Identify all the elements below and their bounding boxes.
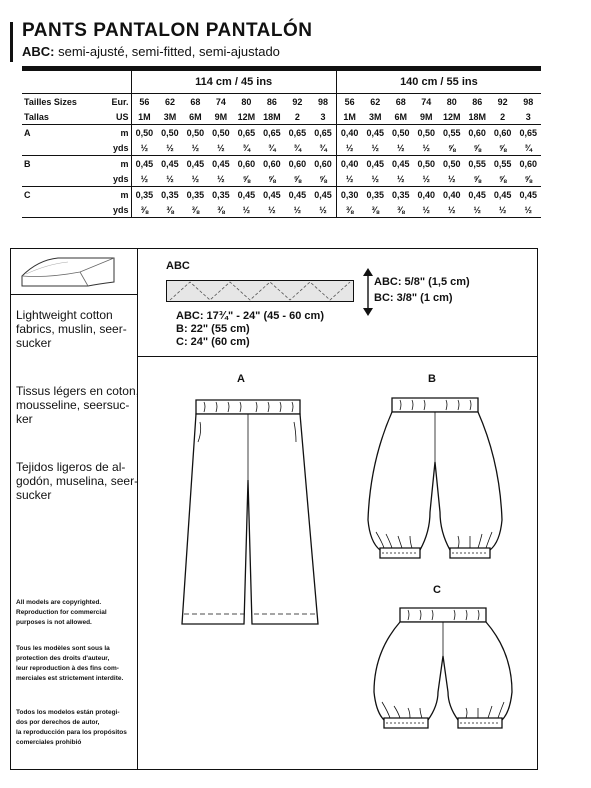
view-label-blank: [22, 171, 106, 187]
eur-size: 80: [446, 96, 457, 107]
meters-value: 0,35: [157, 187, 182, 203]
us-size: 1M: [336, 109, 362, 125]
meters-value: 0,35: [388, 187, 413, 203]
meters-value: 0,45: [157, 156, 182, 172]
view-b-pants-drawing: [362, 392, 508, 564]
meters-value: 0,50: [131, 125, 157, 141]
meters-value: 0,60: [234, 156, 259, 172]
elastic-width-arrow-icon: [362, 266, 374, 318]
elastic-width-bc: BC: 3/8" (1 cm): [374, 292, 453, 304]
us-size: 18M: [263, 111, 281, 122]
yards-value: ⅜: [388, 202, 413, 218]
meters-value: 0,65: [285, 125, 310, 141]
view-label: B: [22, 156, 106, 172]
yards-value: ½: [413, 202, 438, 218]
copyright-french: Tous les modèles sont sous la protection des droits d'auteur, leur reproduction à des fins com- merciales est strictement interdite.: [16, 645, 124, 682]
yards-value: ⅝: [498, 173, 507, 184]
yards-value: ½: [191, 173, 200, 184]
yards-value: ⅜: [363, 202, 388, 218]
yards-value: ⅜: [208, 202, 233, 218]
eur-size: 92: [292, 96, 303, 107]
yards-value: ⅝: [524, 173, 532, 184]
meters-value: 0,60: [285, 156, 310, 172]
yards-value: ⅝: [473, 173, 481, 184]
yards-value: ½: [285, 202, 310, 218]
table-corner-unit: [106, 69, 131, 94]
meters-value: 0,45: [183, 156, 208, 172]
eur-size: 68: [190, 96, 201, 107]
yards-value: ⅝: [473, 142, 481, 153]
us-label: US: [106, 109, 131, 125]
fit-text: semi-ajusté, semi-fitted, semi-ajustado: [54, 44, 280, 59]
yards-value: ⅜: [131, 202, 157, 218]
yardage-table: [22, 66, 541, 218]
elastic-strip-diagram: [166, 280, 354, 302]
elastic-label: ABC: [166, 260, 190, 272]
yards-value: ¾: [293, 142, 302, 153]
yards-value: ⅝: [498, 142, 507, 153]
eur-size: 80: [241, 96, 252, 107]
meters-label: m: [106, 156, 131, 172]
view-a-label: A: [237, 373, 245, 385]
size-label: Tailles Sizes: [24, 96, 77, 107]
yards-value: ½: [371, 142, 380, 153]
view-label-blank: [22, 140, 106, 156]
yards-value: ⅝: [268, 173, 276, 184]
fabric-french: Tissus légers en coton, mousseline, seersuc- ker: [16, 384, 139, 426]
meters-label: m: [106, 125, 131, 141]
meters-value: 0,65: [259, 125, 284, 141]
meters-value: 0,50: [157, 125, 182, 141]
yards-value: ½: [439, 202, 464, 218]
fabric-english: Lightweight cotton fabrics, muslin, seer- sucker: [16, 308, 127, 350]
view-label: C: [22, 187, 106, 203]
yards-value: ⅜: [157, 202, 182, 218]
meters-value: 0,50: [388, 125, 413, 141]
meters-value: 0,35: [363, 187, 388, 203]
meters-value: 0,45: [490, 187, 515, 203]
eur-size: 68: [395, 96, 406, 107]
yards-value: ½: [310, 202, 336, 218]
yards-value: ½: [217, 142, 225, 153]
meters-value: 0,60: [310, 156, 336, 172]
us-size: 3: [320, 111, 326, 122]
eur-size: 74: [421, 96, 432, 107]
us-size: 9M: [214, 111, 228, 122]
view-c-pants-drawing: [370, 602, 516, 736]
eur-label: Eur.: [106, 94, 131, 110]
yards-value: ½: [464, 202, 489, 218]
meters-value: 0,45: [363, 125, 388, 141]
meters-value: 0,40: [336, 125, 362, 141]
meters-value: 0,45: [388, 156, 413, 172]
meters-value: 0,45: [310, 187, 336, 203]
width-header-114: 114 cm / 45 ins: [131, 69, 336, 94]
yards-value: ½: [234, 202, 259, 218]
us-size: 12M: [442, 111, 461, 122]
meters-value: 0,65: [310, 125, 336, 141]
meters-value: 0,50: [413, 125, 438, 141]
eur-size: 86: [472, 96, 483, 107]
meters-value: 0,55: [439, 125, 464, 141]
meters-value: 0,45: [259, 187, 284, 203]
meters-value: 0,45: [515, 187, 541, 203]
elastic-lengths: ABC: 17¾" - 24" (45 - 60 cm) B: 22" (55 cm) C: 24" (60 cm): [176, 310, 324, 348]
us-size: 6M: [394, 111, 407, 122]
view-b-label: B: [428, 373, 436, 385]
us-size: 6M: [189, 111, 202, 122]
yards-label: yds: [106, 202, 131, 218]
yards-label: yds: [106, 140, 131, 156]
yards-value: ½: [259, 202, 284, 218]
panel-divider: [137, 248, 138, 770]
meters-value: 0,45: [234, 187, 259, 203]
yards-value: ½: [336, 140, 362, 156]
meters-value: 0,30: [336, 187, 362, 203]
meters-value: 0,40: [336, 156, 362, 172]
fit-description: [22, 44, 280, 59]
view-label-blank: [22, 202, 106, 218]
size-label-es: Tallas: [24, 111, 49, 122]
table-corner: [22, 69, 106, 94]
meters-value: 0,65: [234, 125, 259, 141]
width-header-140: 140 cm / 55 ins: [336, 69, 541, 94]
meters-value: 0,50: [413, 156, 438, 172]
yards-value: ⅝: [447, 142, 456, 153]
yards-value: ½: [515, 202, 541, 218]
eur-size: 62: [164, 96, 175, 107]
copyright-spanish: Todos los modelos están protegi- dos por derechos de autor, la reproducción para los propósitos comerciales prohibió: [16, 709, 127, 746]
meters-value: 0,50: [183, 125, 208, 141]
yards-value: ½: [447, 173, 456, 184]
yards-value: ¾: [524, 142, 532, 153]
eur-size: 62: [370, 96, 381, 107]
copyright-english: All models are copyrighted. Reproduction for commercial purposes is not allowed.: [16, 599, 107, 626]
meters-value: 0,50: [208, 125, 233, 141]
us-size: 2: [294, 111, 300, 122]
meters-value: 0,60: [259, 156, 284, 172]
yards-value: ¾: [242, 142, 251, 153]
yards-value: ½: [396, 142, 405, 153]
meters-value: 0,60: [490, 125, 515, 141]
us-size: 1M: [138, 111, 151, 122]
meters-value: 0,45: [363, 156, 388, 172]
eur-size: 98: [523, 96, 534, 107]
eur-size: 56: [336, 94, 362, 110]
us-size: 12M: [237, 111, 256, 122]
yards-value: ½: [166, 173, 174, 184]
eur-size: 92: [497, 96, 508, 107]
elastic-width-abc: ABC: 5/8" (1,5 cm): [374, 276, 470, 288]
meters-value: 0,45: [285, 187, 310, 203]
yards-value: ⅜: [336, 202, 362, 218]
meters-value: 0,35: [208, 187, 233, 203]
meters-value: 0,45: [131, 156, 157, 172]
yards-value: ¾: [268, 142, 276, 153]
yards-value: ½: [336, 171, 362, 187]
yards-value: ½: [490, 202, 515, 218]
meters-value: 0,35: [183, 187, 208, 203]
title-accent-bar: [10, 22, 13, 62]
yards-value: ¾: [319, 142, 327, 153]
elastic-divider: [137, 356, 538, 357]
page-title: PANTS PANTALON PANTALÓN: [22, 20, 313, 41]
fit-code: ABC:: [22, 44, 55, 59]
yards-value: ⅝: [242, 173, 251, 184]
view-c-label: C: [433, 584, 441, 596]
eur-size: 56: [139, 96, 150, 107]
view-a-pants-drawing: [160, 392, 336, 632]
us-size: 2: [500, 111, 506, 122]
meters-value: 0,65: [515, 125, 541, 141]
meters-value: 0,60: [515, 156, 541, 172]
yards-value: ½: [371, 173, 380, 184]
yards-value: ½: [422, 173, 430, 184]
yards-value: ½: [140, 142, 149, 153]
yards-label: yds: [106, 171, 131, 187]
yards-value: ⅝: [319, 173, 327, 184]
eur-size: 74: [215, 96, 226, 107]
yards-value: ½: [422, 142, 430, 153]
meters-label: m: [106, 187, 131, 203]
meters-value: 0,55: [490, 156, 515, 172]
eur-size: 98: [317, 96, 328, 107]
swatch-divider: [10, 294, 138, 295]
meters-value: 0,45: [464, 187, 489, 203]
yards-value: ½: [140, 173, 149, 184]
us-size: 3M: [369, 111, 382, 122]
meters-value: 0,40: [439, 187, 464, 203]
view-label: A: [22, 125, 106, 141]
meters-value: 0,40: [413, 187, 438, 203]
meters-value: 0,60: [464, 125, 489, 141]
yards-value: ½: [396, 173, 405, 184]
meters-value: 0,35: [131, 187, 157, 203]
meters-value: 0,55: [464, 156, 489, 172]
fabric-spanish: Tejidos ligeros de al- godón, muselina, seer- sucker: [16, 460, 139, 502]
eur-size: 86: [266, 96, 277, 107]
yards-value: ⅝: [293, 173, 302, 184]
yards-value: ½: [191, 142, 200, 153]
meters-value: 0,45: [208, 156, 233, 172]
us-size: 18M: [468, 111, 486, 122]
yards-value: ⅜: [183, 202, 208, 218]
us-size: 3: [525, 111, 531, 122]
meters-value: 0,50: [439, 156, 464, 172]
fabric-swatch-icon: [18, 254, 118, 290]
yards-value: ½: [166, 142, 174, 153]
us-size: 9M: [419, 111, 433, 122]
yards-value: ½: [217, 173, 225, 184]
us-size: 3M: [163, 111, 177, 122]
